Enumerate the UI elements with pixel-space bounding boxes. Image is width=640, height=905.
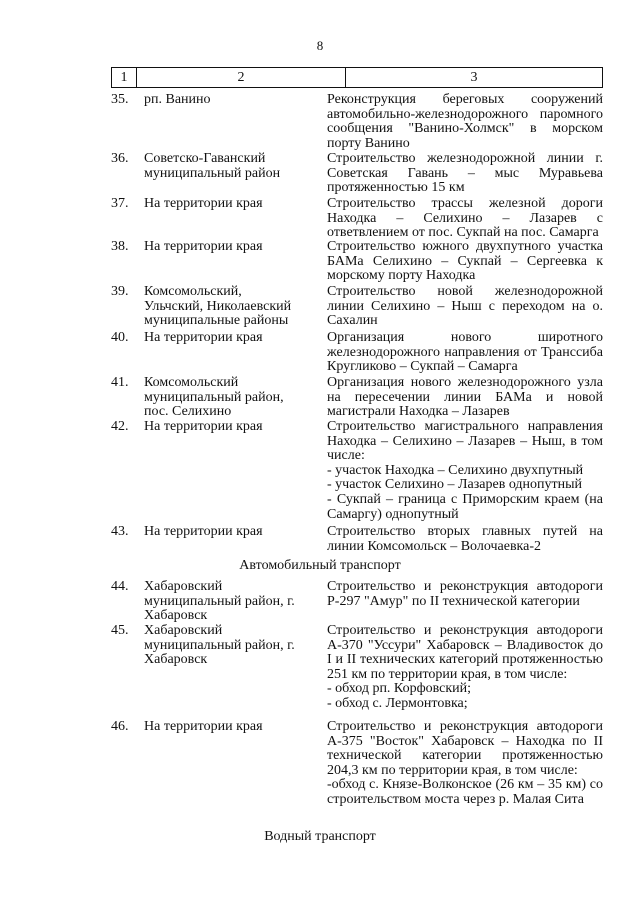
row-number: 41. — [111, 375, 129, 390]
header-col-2: 2 — [137, 68, 346, 87]
row-number: 35. — [111, 92, 129, 107]
section-heading-water: Водный транспорт — [264, 829, 376, 844]
table-header — [111, 67, 603, 88]
row-number: 46. — [111, 719, 129, 734]
row-location: На территории края — [144, 719, 263, 734]
row-location: Комсомольский муниципальный район, пос. Селихино — [144, 375, 284, 420]
row-number: 39. — [111, 284, 129, 299]
row-description: Строительство трассы железной дороги Находка – Селихино – Лазарев с ответвлением от пос. Сукпай на пос. Самарга — [327, 196, 603, 241]
row-number: 45. — [111, 623, 129, 638]
row-location: Хабаровский муниципальный район, г. Хабаровск — [144, 579, 295, 624]
row-number: 42. — [111, 419, 129, 434]
row-location: На территории края — [144, 524, 263, 539]
row-description: Строительство новой железнодорожной линии Селихино – Ныш с переходом на о. Сахалин — [327, 284, 603, 329]
row-location: Хабаровский муниципальный район, г. Хабаровск — [144, 623, 295, 668]
section-heading-auto: Автомобильный транспорт — [239, 558, 401, 573]
row-description: Реконструкция береговых сооружений автомобильно-железнодорожного паромного сообщения "Ванино-Холмск" в морском порту Ванино — [327, 92, 603, 151]
row-location: На территории края — [144, 196, 263, 211]
row-location: рп. Ванино — [144, 92, 211, 107]
list-item: - обход рп. Корфовский; — [327, 681, 472, 697]
row-location: На территории края — [144, 419, 263, 434]
row-number: 40. — [111, 330, 129, 345]
row-location: Советско-Гаванский муниципальный район — [144, 151, 281, 181]
row-description-text: Строительство и реконструкция автодороги А-375 "Восток" Хабаровск – Находка по II технической категории протяженностью 204,3 км по территории края, в том числе: — [327, 719, 603, 778]
row-location: Комсомольский, Ульчский, Николаевский муниципальные районы — [144, 284, 292, 329]
row-description: Строительство железнодорожной линии г. Советская Гавань – мыс Муравьева протяженностью 15 км — [327, 151, 603, 196]
list-item: - Сукпай – граница с Приморским краем (на Самаргу) однопутный — [327, 491, 603, 522]
list-item: - обход с. Лермонтовка; — [327, 695, 468, 711]
list-item: - участок Находка – Селихино двухпутный — [327, 462, 584, 478]
row-description — [327, 624, 603, 712]
row-description: Строительство вторых главных путей на линии Комсомольск – Волочаевка-2 — [327, 524, 603, 554]
row-description — [327, 720, 603, 808]
row-number: 44. — [111, 579, 129, 594]
row-location: На территории края — [144, 330, 263, 345]
header-col-1: 1 — [112, 68, 137, 87]
page-number: 8 — [316, 38, 324, 53]
row-number: 37. — [111, 196, 129, 211]
row-description — [327, 420, 603, 522]
row-number: 43. — [111, 524, 129, 539]
row-number: 38. — [111, 239, 129, 254]
row-description-text: Строительство и реконструкция автодороги А-370 "Уссури" Хабаровск – Владивосток до I и II технических категорий протяженностью 251 км по территории края, в том числе: — [327, 623, 603, 682]
row-description: Организация нового широтного железнодорожного направления от Транссиба Кругликово – Сукпай – Самарга — [327, 330, 603, 375]
list-item: -обход с. Князе-Волконское (26 км – 35 км) со строительством моста через р. Малая Сита — [327, 777, 603, 807]
header-col-3: 3 — [470, 69, 478, 85]
row-description: Строительство южного двухпутного участка БАМа Селихино – Сукпай – Сергеевка к морскому порту Находка — [327, 239, 603, 284]
row-description-text: Строительство магистрального направления Находка – Селихино – Лазарев – Ныш, в том числе: — [327, 419, 603, 464]
list-item: - участок Селихино – Лазарев однопутный — [327, 477, 583, 493]
row-description: Строительство и реконструкция автодороги Р-297 "Амур" по II технической категории — [327, 579, 603, 609]
row-description: Организация нового железнодорожного узла на пересечении линии БАМа и новой магистрали Находка – Лазарев — [327, 375, 603, 420]
row-number: 36. — [111, 151, 129, 166]
row-location: На территории края — [144, 239, 263, 254]
